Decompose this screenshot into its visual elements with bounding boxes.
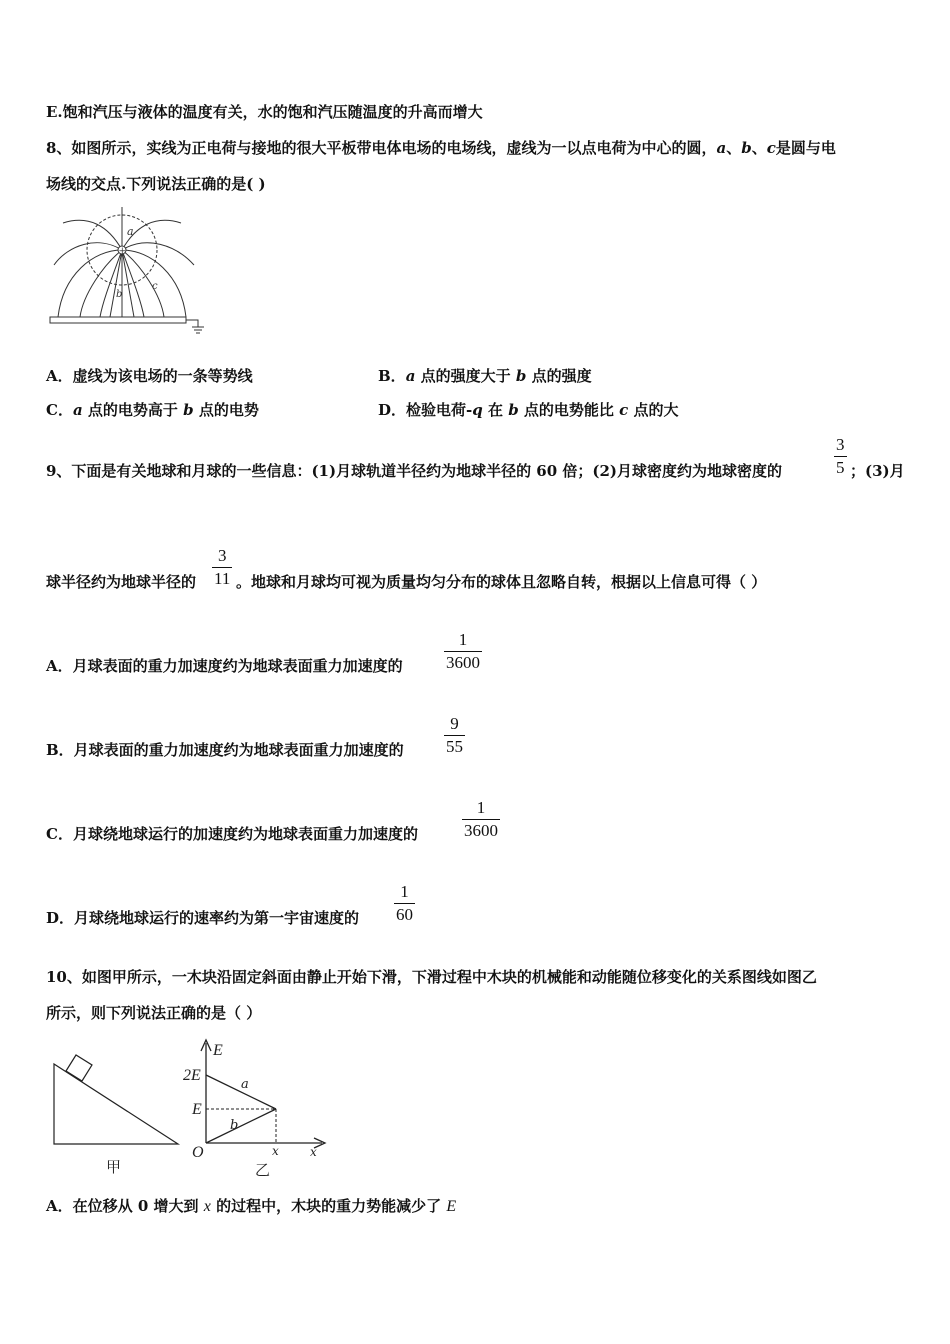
q8-option-c: C．a 点的电势高于 b 点的电势 [46,401,259,419]
q10-stem-line2: 所示，则下列说法正确的是（ ） [46,1004,262,1022]
q9-option-b-fraction: $\frac{9}{55}$ [446,714,463,756]
q9-fraction-3-5: $\frac{3}{5}$ [836,435,845,477]
q10-figure-jia-label: 甲 [106,1158,122,1176]
q10-figure-yi-label: 乙 [255,1161,271,1179]
q10-option-a: A．在位移从 0 增大到 x 的过程中，木块的重力势能减少了 E [46,1197,457,1215]
q10-stem-line1: 10、如图甲所示，一木块沿固定斜面由静止开始下滑，下滑过程中木块的机械能和动能随位移变化的关系图线如图乙 [46,968,817,986]
q9-option-c-fraction: $\frac{1}{3600}$ [464,798,498,840]
q10-graph-tick-2e: 2E [183,1067,201,1084]
q8-figure-label-c: c [152,281,158,292]
q9-stem-line2: 球半径约为地球半径的 [46,573,197,591]
q10-energy-graph [180,1035,330,1180]
q9-option-b: B．月球表面的重力加速度约为地球表面重力加速度的 [46,741,404,759]
q8-figure-plus-label: + [118,246,127,257]
q8-option-a: A．虚线为该电场的一条等势线 [46,367,253,385]
q9-option-a: A．月球表面的重力加速度约为地球表面重力加速度的 [46,657,403,675]
q10-graph-line-a-label: a [241,1077,249,1092]
q8-option-d: D．检验电荷-q 在 b 点的电势能比 c 点的大 [378,401,679,419]
q8-field-figure [48,205,208,345]
q8-figure-label-b: b [116,289,123,300]
q9-fraction-3-11: $\frac{3}{11}$ [214,546,231,588]
q10-graph-line-b-label: b [230,1118,239,1133]
q10-graph-axis-x: x [310,1145,317,1159]
q8-figure-label-a: a [127,225,134,238]
q8-option-b: B．a 点的强度大于 b 点的强度 [378,367,592,385]
q9-option-c: C．月球绕地球运行的加速度约为地球表面重力加速度的 [46,825,418,843]
q8-stem-line1: 8、如图所示，实线为正电荷与接地的很大平板带电体电场的电场线，虚线为一以点电荷为中心的圆，a、b、c是圆与电 [46,139,836,157]
q10-graph-tick-e: E [192,1101,202,1118]
q9-option-a-fraction: $\frac{1}{3600}$ [446,630,480,672]
q9-stem-line1: 9、下面是有关地球和月球的一些信息：(1)月球轨道半径约为地球半径的 60 倍；(2)月球密度约为地球密度的 [46,462,783,480]
q9-stem-line2-end: 。地球和月球均可视为质量均匀分布的球体且忽略自转，根据以上信息可得（ ） [236,573,767,591]
option-e-previous: E.饱和汽压与液体的温度有关，水的饱和汽压随温度的升高而增大 [46,103,483,121]
q10-graph-origin: O [192,1144,204,1161]
q9-option-d: D．月球绕地球运行的速率约为第一宇宙速度的 [46,909,360,927]
q10-graph-tick-x: x [272,1144,279,1158]
q8-stem-line2: 场线的交点.下列说法正确的是( ) [46,175,266,193]
q10-graph-axis-e: E [213,1042,223,1059]
q9-stem-line1-end: ；(3)月 [850,462,905,480]
q10-incline-figure [50,1050,185,1180]
q9-option-d-fraction: $\frac{1}{60}$ [396,882,413,924]
